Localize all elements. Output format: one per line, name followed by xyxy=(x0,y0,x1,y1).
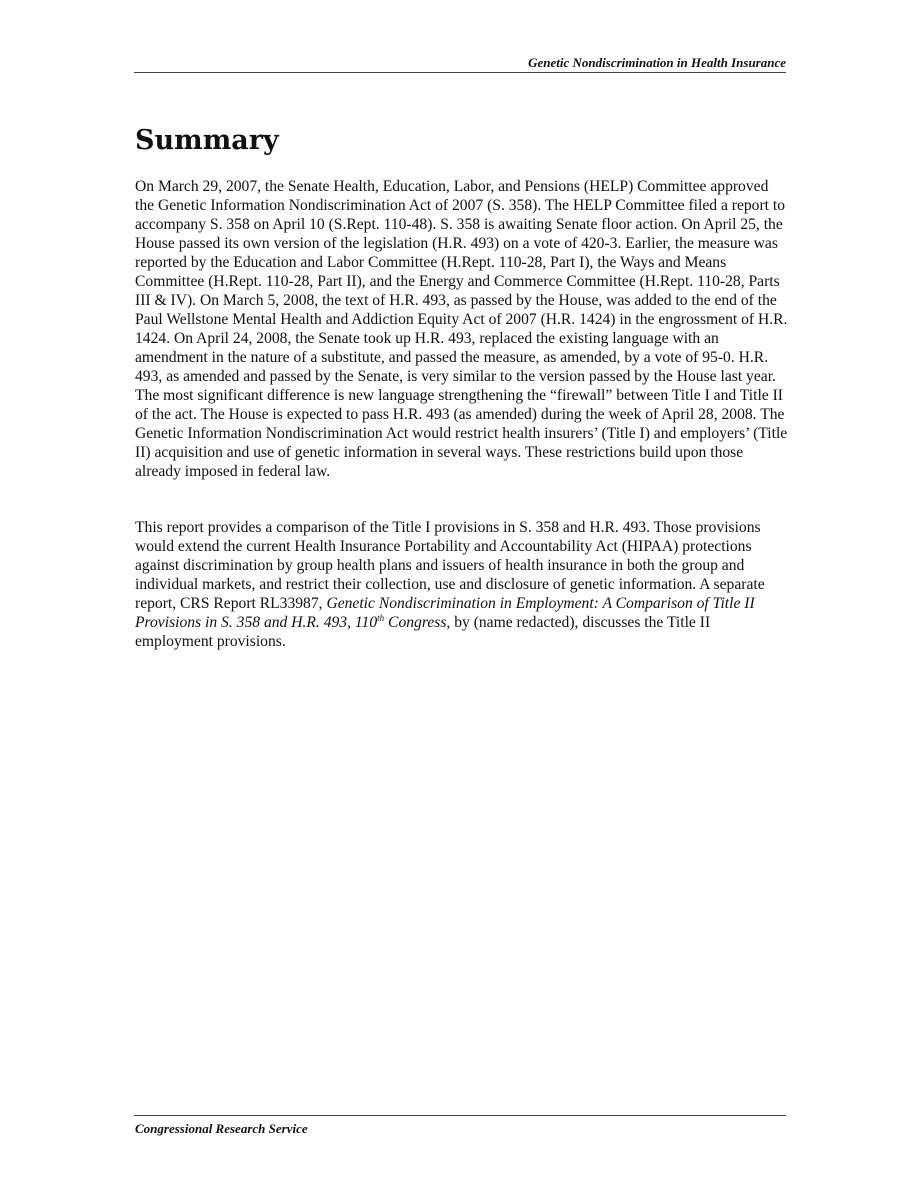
running-header: Genetic Nondiscrimination in Health Insurance xyxy=(528,55,786,70)
section-title: Summary xyxy=(135,125,279,156)
header-rule xyxy=(134,72,786,73)
paragraph-2-text-after: , by (name redacted), discusses the Title II employment provisions. xyxy=(135,614,711,650)
ordinal-suffix: th xyxy=(377,612,385,623)
report-title-main: Genetic Nondiscrimination in Employment: A Comparison of Title II Provisions in S. 358 and H.R. 493, 110 xyxy=(135,595,755,631)
report-title-end: Congress xyxy=(384,614,447,631)
running-footer: Congressional Research Service xyxy=(135,1121,308,1136)
footer-rule xyxy=(134,1115,786,1116)
paragraph-2-text-before: This report provides a comparison of the Title I provisions in S. 358 and H.R. 493. Those provisions would extend the current Health Insurance Portability and Accountability Act (HIPAA) protections against discrimination by group health plans and issuers of health insurance in both the group and individual markets, and restrict their collection, use and disclosure of genetic information. A separate report, CRS Report RL33987, xyxy=(135,519,765,612)
summary-paragraph-2 xyxy=(135,518,790,651)
summary-paragraph-1: On March 29, 2007, the Senate Health, Education, Labor, and Pensions (HELP) Committee approved the Genetic Information Nondiscrimination Act of 2007 (S. 358). The HELP Committee filed a report to accompany S. 358 on April 10 (S.Rept. 110-48). S. 358 is awaiting Senate floor action. On April 25, the House passed its own version of the legislation (H.R. 493) on a vote of 420-3. Earlier, the measure was reported by the Education and Labor Committee (H.Rept. 110-28, Part I), the Ways and Means Committee (H.Rept. 110-28, Part II), and the Energy and Commerce Committee (H.Rept. 110-28, Parts III & IV). On March 5, 2008, the text of H.R. 493, as passed by the House, was added to the end of the Paul Wellstone Mental Health and Addiction Equity Act of 2007 (H.R. 1424) in the engrossment of H.R. 1424. On April 24, 2008, the Senate took up H.R. 493, replaced the existing language with an amendment in the nature of a substitute, and passed the measure, as amended, by a vote of 95-0. H.R. 493, as amended and passed by the Senate, is very similar to the version passed by the House last year. The most significant difference is new language strengthening the “firewall” between Title I and Title II of the act. The House is expected to pass H.R. 493 (as amended) during the week of April 28, 2008. The Genetic Information Nondiscrimination Act would restrict health insurers’ (Title I) and employers’ (Title II) acquisition and use of genetic information in several ways. These restrictions build upon those already imposed in federal law. xyxy=(135,178,788,480)
